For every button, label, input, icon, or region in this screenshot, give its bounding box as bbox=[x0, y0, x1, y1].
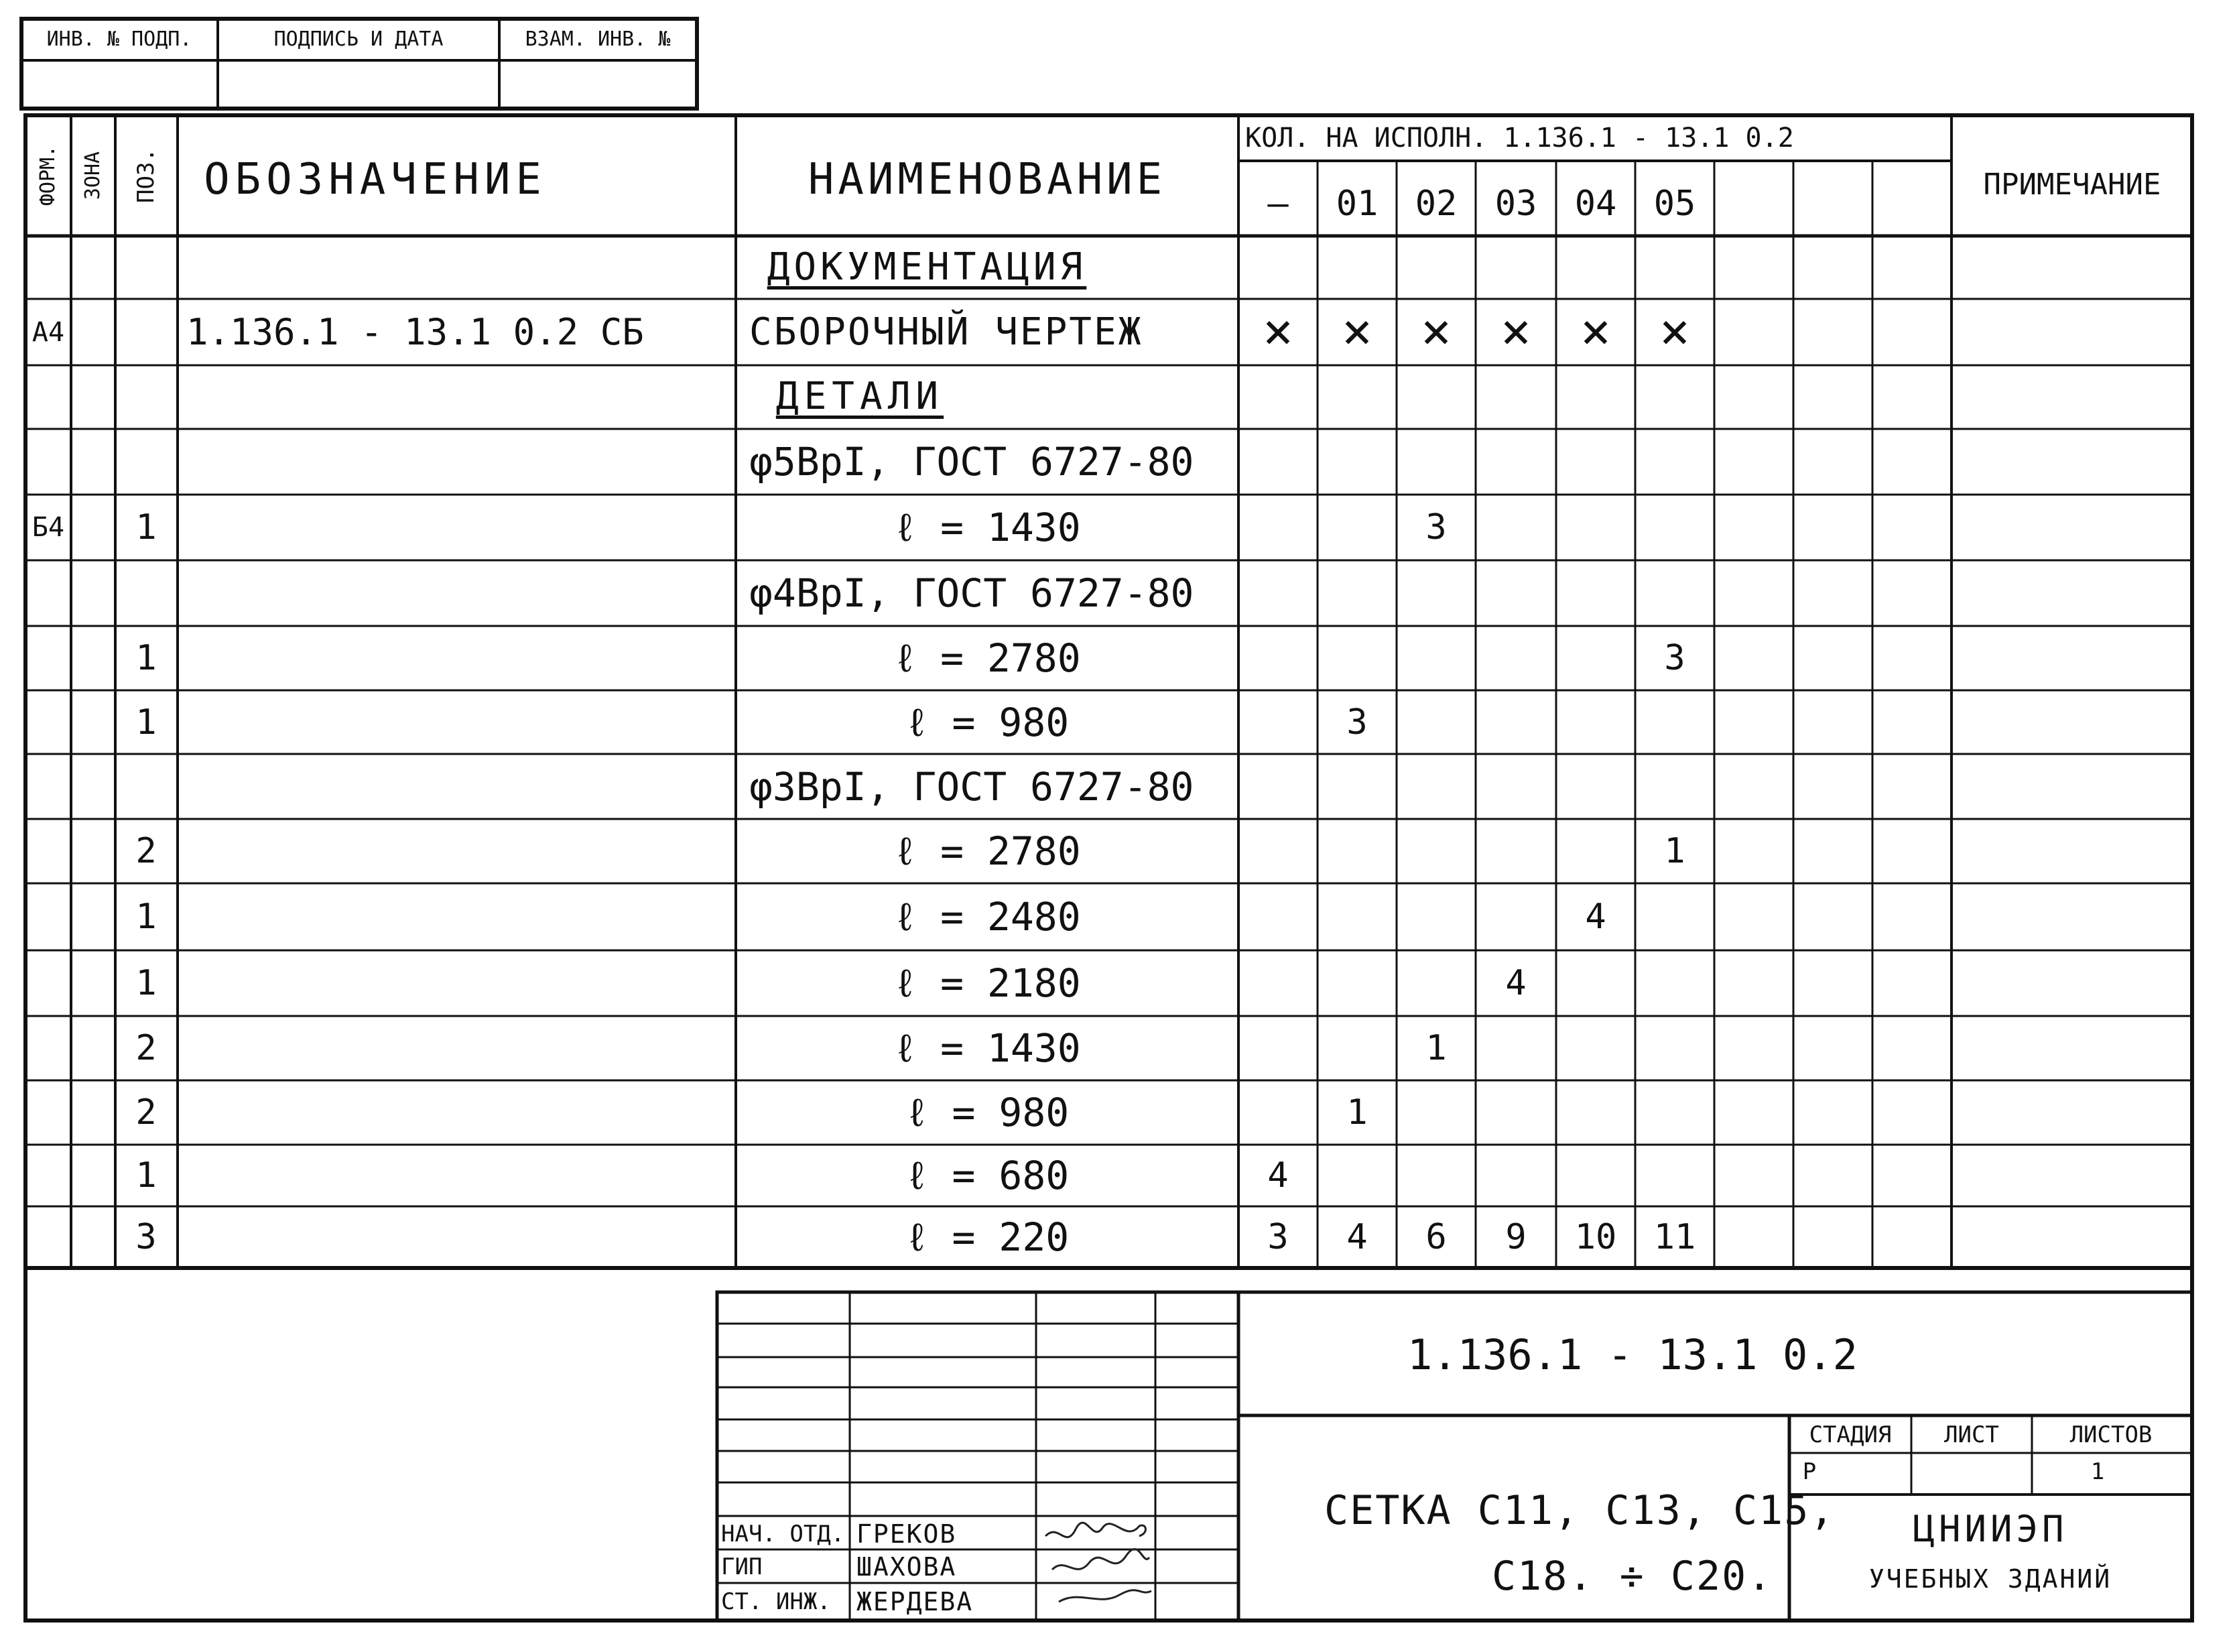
group-title-5: φ5ВрI, ГОСТ 6727-80 bbox=[749, 439, 1194, 485]
row-format: Б4 bbox=[31, 512, 65, 543]
stage-label: СТАДИЯ bbox=[1809, 1421, 1892, 1448]
row-poz: 2 bbox=[135, 831, 157, 871]
row-poz: 2 bbox=[135, 1092, 157, 1133]
signer-name: ГРЕКОВ bbox=[856, 1519, 957, 1549]
signature-greko bbox=[1039, 1516, 1154, 1616]
doc-mark-05: × bbox=[1659, 301, 1690, 361]
sheets-label: ЛИСТОВ bbox=[2069, 1421, 2153, 1448]
title-name-line2: С18. ÷ С20. bbox=[1492, 1553, 1773, 1600]
row-name: ℓ = 2780 bbox=[893, 635, 1081, 681]
signer-name: ШАХОВА bbox=[856, 1552, 957, 1582]
header-primechanie: ПРИМЕЧАНИЕ bbox=[1983, 168, 2161, 202]
qty-05: 3 bbox=[1664, 638, 1685, 678]
doc-mark-01: × bbox=[1342, 301, 1372, 361]
signer-role: СТ. ИНЖ. bbox=[721, 1588, 831, 1615]
variant-header-04: 04 bbox=[1574, 184, 1617, 224]
doc-designation: 1.136.1 - 13.1 0.2 СБ bbox=[186, 311, 644, 353]
doc-mark-04: × bbox=[1580, 301, 1611, 361]
variant-header-05: 05 bbox=[1653, 184, 1696, 224]
section-documentation: ДОКУМЕНТАЦИЯ bbox=[767, 245, 1087, 289]
total-02: 6 bbox=[1425, 1217, 1447, 1257]
total-01: 4 bbox=[1346, 1217, 1368, 1257]
signer-name: ЖЕРДЕВА bbox=[856, 1587, 974, 1616]
variant-header-base: – bbox=[1267, 184, 1289, 224]
row-poz: 1 bbox=[135, 507, 157, 548]
header-kol-na-ispoln: КОЛ. НА ИСПОЛН. 1.136.1 - 13.1 0.2 bbox=[1245, 123, 1794, 153]
qty-04: 4 bbox=[1585, 897, 1606, 937]
variant-header-01: 01 bbox=[1336, 184, 1379, 224]
row-poz: 1 bbox=[135, 1155, 157, 1196]
org-subtitle: УЧЕБНЫХ ЗДАНИЙ bbox=[1868, 1564, 2112, 1594]
row-poz: 3 bbox=[135, 1217, 157, 1257]
group-title-4: φ4ВрI, ГОСТ 6727-80 bbox=[749, 570, 1194, 616]
row-name: ℓ = 220 bbox=[905, 1214, 1070, 1260]
row-poz: 1 bbox=[135, 897, 157, 937]
stamp-podpis-data: ПОДПИСЬ И ДАТА bbox=[273, 27, 444, 51]
group-title-3: φ3ВрI, ГОСТ 6727-80 bbox=[749, 764, 1194, 810]
qty-03: 4 bbox=[1505, 963, 1527, 1003]
row-name: ℓ = 980 bbox=[905, 1090, 1070, 1135]
header-format: ФОРМ. bbox=[36, 145, 60, 206]
row-poz: 2 bbox=[135, 1028, 157, 1068]
row-poz: 1 bbox=[135, 702, 157, 743]
row-poz: 1 bbox=[135, 963, 157, 1003]
qty-02: 1 bbox=[1425, 1028, 1447, 1068]
section-details: ДЕТАЛИ bbox=[775, 375, 944, 418]
row-name: ℓ = 2480 bbox=[893, 894, 1081, 940]
stamp-inv-podl: ИНВ. № ПОДП. bbox=[46, 27, 192, 51]
row-poz: 1 bbox=[135, 638, 157, 678]
stage-value: Р bbox=[1802, 1458, 1817, 1485]
qty-01: 3 bbox=[1346, 702, 1368, 743]
qty-01: 1 bbox=[1346, 1092, 1368, 1133]
qty-base: 4 bbox=[1267, 1155, 1289, 1196]
row-name: ℓ = 680 bbox=[905, 1153, 1070, 1198]
header-poz: ПОЗ. bbox=[133, 148, 159, 203]
row-name: ℓ = 2780 bbox=[893, 828, 1081, 874]
qty-05: 1 bbox=[1664, 831, 1685, 871]
row-name: ℓ = 1430 bbox=[893, 505, 1081, 550]
title-designation: 1.136.1 - 13.1 0.2 bbox=[1407, 1330, 1858, 1379]
row-name: ℓ = 980 bbox=[905, 700, 1070, 745]
signer-role: ГИП bbox=[721, 1553, 763, 1580]
header-zona: ЗОНА bbox=[81, 151, 105, 200]
signer-role: НАЧ. ОТД. bbox=[721, 1521, 845, 1547]
total-04: 10 bbox=[1574, 1217, 1617, 1257]
header-naimenovanie: НАИМЕНОВАНИЕ bbox=[808, 155, 1167, 204]
total-03: 9 bbox=[1505, 1217, 1527, 1257]
total-05: 11 bbox=[1653, 1217, 1696, 1257]
doc-name: СБОРОЧНЫЙ ЧЕРТЕЖ bbox=[749, 310, 1143, 354]
doc-mark-02: × bbox=[1421, 301, 1452, 361]
doc-mark-base: × bbox=[1263, 301, 1293, 361]
doc-mark-03: × bbox=[1500, 301, 1531, 361]
row-name: ℓ = 1430 bbox=[893, 1025, 1081, 1071]
total-base: 3 bbox=[1267, 1217, 1289, 1257]
variant-header-03: 03 bbox=[1494, 184, 1537, 224]
qty-02: 3 bbox=[1425, 507, 1447, 548]
variant-header-02: 02 bbox=[1415, 184, 1458, 224]
header-oboznachenie: ОБОЗНАЧЕНИЕ bbox=[204, 155, 547, 204]
sheets-value: 1 bbox=[2090, 1458, 2105, 1485]
org-name: ЦНИИЭП bbox=[1913, 1508, 2068, 1550]
stamp-vzam-inv: ВЗАМ. ИНВ. № bbox=[525, 27, 671, 51]
row-name: ℓ = 2180 bbox=[893, 960, 1081, 1006]
doc-format: А4 bbox=[31, 317, 65, 348]
title-name-line1: СЕТКА С11, С13, С15, bbox=[1324, 1487, 1836, 1534]
sheet-label: ЛИСТ bbox=[1944, 1421, 1999, 1448]
